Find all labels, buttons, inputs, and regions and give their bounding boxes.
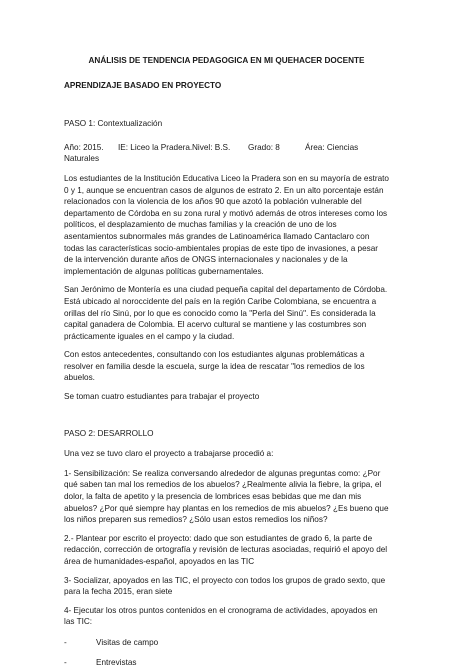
list-item-label: Entrevistas [96,657,137,667]
list-dash: - [64,637,67,647]
paragraph-city: San Jerónimo de Montería es una ciudad pequeña capital del departamento de Córdoba. Está ubicado al noroccidente del país en la región Caribe Colombiana, se encuentra a orillas del río Sinú, por lo que es conocido como la "Perla del Sinú". Es considerada la capital ganadera de Colombia. El acervo cultural se mantiene y las costumbres son prácticamente iguales en el campo y la ciudad. [64,285,388,341]
step-sensibilizacion: 1- Sensibilización: Se realiza conversando alrededor de algunas preguntas como: ¿Por qué saben tan mal los remedios de los abuelos? ¿Realmente alivia la fiebre, la gripa, el dolor, la falta de apetito y la presencia de lombrices esas bebidas que me dan mis abuelos? ¿Por qué siempre hay plantas en los remedios de mis abuelos? ¿Es bueno que los niños preparen sus remedios? ¿Sólo usan estos remedios los niños? [64,468,389,525]
paso2-heading: PASO 2: DESARROLLO [64,428,154,438]
context-meta [64,142,389,165]
meta-grade: Grado: 8 [248,142,280,152]
step-ejecutar: 4- Ejecutar los otros puntos contenidos en el cronograma de actividades, apoyados en las TIC: [64,605,378,627]
meta-year: Año: 2015. [64,142,104,152]
list-dash: - [64,657,67,667]
list-item [64,637,389,649]
step-plantear: 2.- Plantear por escrito el proyecto: dado que son estudiantes de grado 6, la parte de redacción, corrección de ortografía y revisión de lecturas asociadas, requirió el apoyo del área de humanidades-español, apoyados en las TIC [64,533,388,566]
document-title: ANÁLISIS DE TENDENCIA PEDAGOGICA EN MI QUEHACER DOCENTE [88,56,365,65]
meta-institution: IE: Liceo la Pradera. [118,142,193,152]
paso1-heading: PASO 1: Contextualización [64,119,163,129]
document-subtitle: APRENDIZAJE BASADO EN PROYECTO [64,80,222,90]
step-socializar: 3- Socializar, apoyados en las TIC, el proyecto con todos los grupos de grado sexto, que para la fecha 2015, eran siete [64,575,386,597]
paragraph-intro: Una vez se tuvo claro el proyecto a trabajarse procedió a: [64,449,274,459]
paragraph-context: Los estudiantes de la Institución Educativa Liceo la Pradera son en su mayoría de estrato 0 y 1, aunque se encuentran casos de algunos de estrato 2. En un alto porcentaje están relacionados con la violencia de los años 90 que azotó la población vulnerable del departamento de Córdoba en su zona rural y motivó además de otros intereses como los políticos, el desplazamiento de muchas familias y la creación de uno de los asentamientos subnormales más grandes de Latinoamérica llamado Cantaclaro con todas las características socio-ambientales propias de este tipo de invasiones, a pesar de la intervención durante años de ONGS internacionales y nacionales y de la implementación de algunas políticas gubernamentales. [64,173,389,276]
meta-area: Área: Ciencias [305,142,359,152]
paragraph-students: Se toman cuatro estudiantes para trabajar el proyecto [64,392,260,402]
list-item [64,657,389,668]
meta-area-continued: Naturales [64,154,100,164]
paragraph-background: Con estos antecedentes, consultando con los estudiantes algunas problemáticas a resolver en familia desde la escuela, surge la idea de rescatar "los remedios de los abuelos. [64,350,365,383]
list-item-label: Visitas de campo [96,637,159,647]
meta-level: Nivel: B.S. [192,142,231,152]
